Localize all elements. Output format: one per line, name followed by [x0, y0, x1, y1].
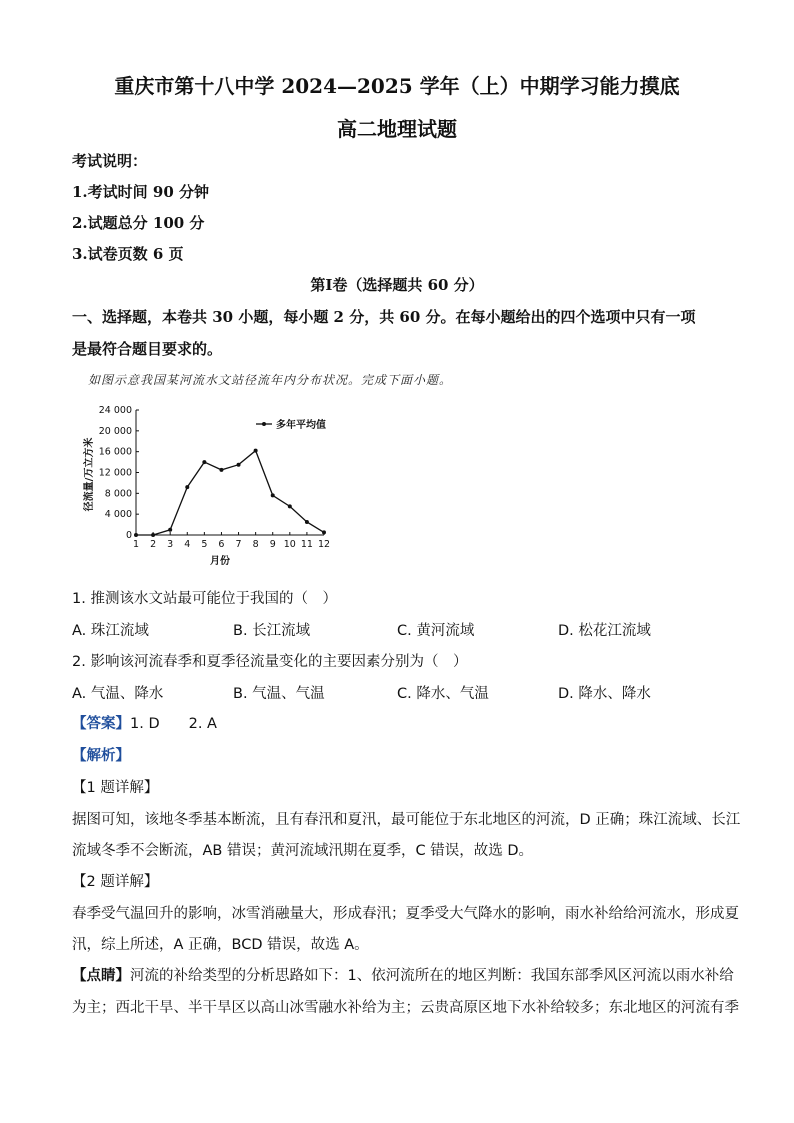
- data-point: [202, 460, 206, 464]
- x-tick-label: 11: [300, 539, 313, 550]
- legend-label: 多年平均值: [276, 420, 326, 431]
- exam-info-item: 2.试题总分 100 分: [72, 214, 205, 232]
- data-point: [322, 530, 326, 534]
- x-tick-label: 1: [132, 539, 140, 550]
- y-tick-label: 20 000: [98, 425, 132, 437]
- x-tick-label: 3: [167, 539, 174, 550]
- x-tick-label: 4: [184, 539, 191, 550]
- answer-row: [72, 712, 217, 733]
- q1-detail-text: 流域冬季不会断流，AB 错误；黄河流域汛期在夏季，C 错误，故选 D。: [72, 843, 533, 859]
- q1-detail-text: 据图可知，该地冬季基本断流，且有春汛和夏汛，最可能位于东北地区的河流，D 正确；珠江流域、长江: [72, 812, 741, 828]
- tip-row: [72, 964, 734, 985]
- question-1-option-a: A. 珠江流域: [72, 623, 149, 639]
- x-tick-label: 5: [201, 539, 208, 550]
- x-tick-label: 12: [317, 539, 331, 550]
- page-title: 重庆市第十八中学 2024—2025 学年（上）中期学习能力摸底: [114, 74, 680, 98]
- x-tick-label: 10: [283, 539, 296, 550]
- question-1-option-c: C. 黄河流域: [397, 623, 475, 639]
- y-tick-label: 12 000: [98, 467, 132, 479]
- y-tick-label: 8 000: [104, 488, 132, 500]
- answer-text: 1. D 2. A: [130, 716, 217, 732]
- section-title: 第Ⅰ卷（选择题共 60 分）: [310, 276, 484, 294]
- answer-label: 【答案】: [72, 716, 130, 732]
- data-point: [288, 504, 292, 508]
- tip-text: 河流的补给类型的分析思路如下：1、依河流所在的地区判断：我国东部季风区河流以雨水补给: [130, 968, 734, 984]
- tip-text: 为主；西北干旱、半干旱区以高山冰雪融水补给为主；云贵高原区地下水补给较多；东北地区的河流有季: [72, 1000, 739, 1016]
- data-point: [168, 528, 172, 532]
- exam-info-item: 3.试卷页数 6 页: [72, 245, 184, 263]
- q2-detail-text: 春季受气温回升的影响，冰雪消融量大，形成春汛；夏季受大气降水的影响，雨水补给给河流水，形成夏: [72, 906, 739, 922]
- q2-detail-text: 汛，综上所述，A 正确，BCD 错误，故选 A。: [72, 937, 369, 953]
- question-1-option-b: B. 长江流域: [233, 623, 311, 639]
- x-tick-label: 9: [269, 539, 276, 550]
- question-2-option-c: C. 降水、气温: [397, 686, 489, 702]
- question-2-option-a: A. 气温、降水: [72, 686, 164, 702]
- data-point: [305, 520, 309, 524]
- section-instruction: 是最符合题目要求的。: [72, 340, 223, 358]
- exam-info-item: 1.考试时间 90 分钟: [72, 183, 209, 201]
- legend-marker: [262, 422, 266, 426]
- question-2-option-d: D. 降水、降水: [558, 686, 651, 702]
- section-instruction: 一、选择题，本卷共 30 小题，每小题 2 分，共 60 分。在每小题给出的四个选项中只有一项: [72, 308, 696, 326]
- x-axis-label: 月份: [210, 556, 230, 567]
- x-tick-label: 8: [252, 539, 259, 550]
- y-tick-label: 4 000: [104, 509, 132, 521]
- y-tick-label: 16 000: [98, 446, 132, 458]
- series-line: [136, 451, 324, 535]
- data-point: [271, 493, 275, 497]
- data-point: [151, 533, 155, 537]
- question-1-option-d: D. 松花江流域: [558, 623, 651, 639]
- y-axis-label: 径流量/万立方米: [84, 437, 95, 512]
- question-2-option-b: B. 气温、气温: [233, 686, 325, 702]
- y-tick-label: 0: [125, 530, 132, 541]
- x-tick-label: 7: [235, 539, 242, 550]
- data-point: [185, 485, 189, 489]
- page-subtitle: 高二地理试题: [337, 117, 457, 141]
- data-point: [237, 463, 241, 467]
- data-point: [134, 533, 138, 537]
- question-2-stem: 2. 影响该河流春季和夏季径流量变化的主要因素分别为（ ）: [72, 654, 468, 670]
- analysis-label: 【解析】: [72, 748, 130, 764]
- x-tick-label: 2: [150, 539, 157, 550]
- figure-intro: 如图示意我国某河流水文站径流年内分布状况。完成下面小题。: [88, 373, 453, 387]
- q1-detail-label: 【1 题详解】: [72, 780, 159, 796]
- exam-info-heading: 考试说明：: [72, 152, 148, 170]
- question-1-stem: 1. 推测该水文站最可能位于我国的（ ）: [72, 591, 337, 607]
- x-tick-label: 6: [218, 539, 225, 550]
- data-point: [254, 449, 258, 453]
- tip-label: 【点睛】: [72, 968, 130, 984]
- runoff-line-chart: [78, 402, 348, 572]
- q2-detail-label: 【2 题详解】: [72, 874, 159, 890]
- data-point: [219, 468, 223, 472]
- y-tick-label: 24 000: [98, 405, 132, 416]
